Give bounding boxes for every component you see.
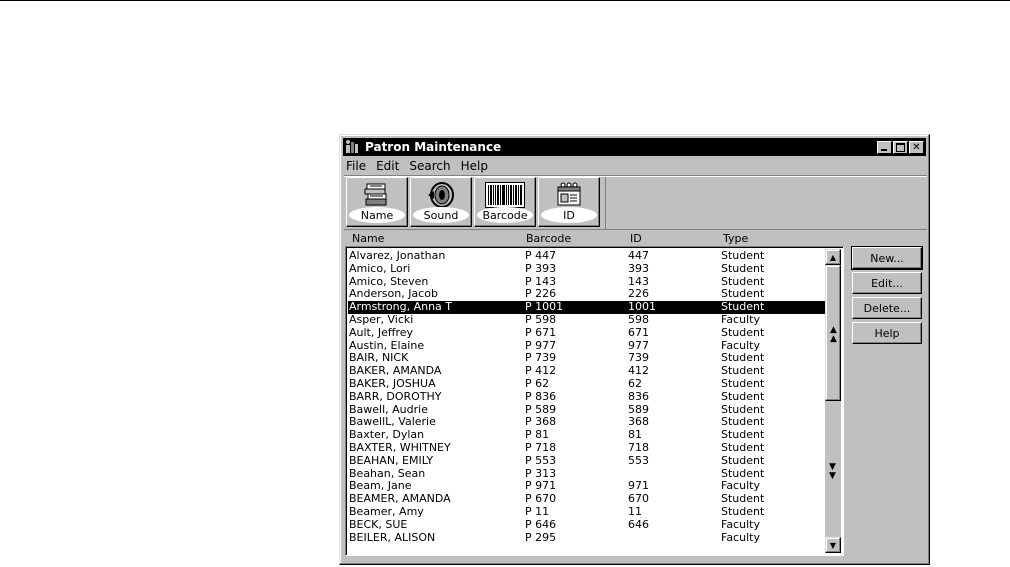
patron-name: BEILER, ALISON — [349, 530, 436, 544]
delete-button[interactable]: Delete... — [852, 297, 922, 319]
patron-type: Student — [721, 325, 765, 339]
patron-barcode: P 739 — [525, 351, 557, 365]
patron-barcode: P 1001 — [525, 300, 564, 314]
patron-id: 739 — [628, 351, 649, 365]
edit-button[interactable]: Edit... — [852, 272, 922, 294]
patron-barcode: P 553 — [525, 453, 557, 467]
toolbar-sound-label: Sound — [423, 208, 459, 222]
patron-name: Beam, Jane — [349, 479, 412, 493]
patron-name: Beahan, Sean — [349, 466, 426, 480]
patron-barcode: P 598 — [525, 312, 557, 326]
patron-barcode: P 670 — [525, 492, 557, 506]
patron-type: Faculty — [721, 517, 760, 531]
patron-id: 368 — [628, 415, 649, 429]
patron-type: Student — [721, 249, 765, 262]
list-item[interactable] — [348, 519, 826, 532]
toolbar-id-button[interactable] — [538, 177, 600, 227]
patron-type: Student — [721, 351, 765, 365]
menu-search[interactable]: Search — [409, 159, 451, 173]
page-down-icon: ▼ ▼ — [829, 462, 836, 481]
menu-help[interactable]: Help — [460, 159, 488, 173]
patron-type: Faculty — [721, 479, 760, 493]
patron-name: Armstrong, Anna T — [349, 300, 452, 314]
patron-name: Ault, Jeffrey — [349, 325, 414, 339]
patron-id: 718 — [628, 440, 649, 454]
patron-id: 62 — [628, 376, 642, 390]
patron-barcode: P 11 — [525, 504, 550, 518]
patron-name: Alvarez, Jonathan — [349, 249, 446, 262]
patron-type: Faculty — [721, 312, 760, 326]
patron-type: Faculty — [721, 530, 760, 544]
patron-type: Student — [721, 402, 765, 416]
window-title: Patron Maintenance — [365, 140, 502, 154]
page-up-icon: ▲ ▲ — [830, 325, 837, 344]
maximize-button[interactable] — [893, 141, 908, 154]
patron-type: Faculty — [721, 338, 760, 352]
list-item[interactable] — [348, 314, 826, 327]
patron-id: 836 — [628, 389, 649, 403]
patron-name: Anderson, Jacob — [349, 287, 438, 301]
patron-barcode: P 62 — [525, 376, 550, 390]
patron-name: Bawell, Audrie — [349, 402, 428, 416]
patron-barcode: P 393 — [525, 261, 557, 275]
patron-name: BawellL, Valerie — [349, 415, 436, 429]
title-bar[interactable] — [343, 138, 926, 156]
patron-name: BAIR, NICK — [349, 351, 409, 365]
patron-id: 598 — [628, 312, 649, 326]
toolbar-barcode-label: Barcode — [482, 208, 528, 222]
minimize-button[interactable] — [877, 141, 892, 154]
patron-maintenance-window — [339, 134, 930, 565]
list-item[interactable] — [348, 250, 826, 263]
patron-type: Student — [721, 492, 765, 506]
patron-name: BAXTER, WHITNEY — [349, 440, 451, 454]
patron-type: Student — [721, 364, 765, 378]
list-item[interactable] — [348, 532, 826, 545]
patron-type: Student — [721, 376, 765, 390]
toolbar — [346, 177, 600, 227]
patron-name: Asper, Vicki — [349, 312, 414, 326]
patron-id: 143 — [628, 274, 649, 288]
patron-name: Amico, Steven — [349, 274, 429, 288]
patron-barcode: P 718 — [525, 440, 557, 454]
patron-type: Student — [721, 440, 765, 454]
patron-type: Student — [721, 428, 765, 442]
toolbar-id-label: ID — [563, 208, 575, 222]
menu-edit[interactable]: Edit — [376, 159, 400, 173]
toolbar-name-label: Name — [360, 208, 394, 222]
patron-id: 553 — [628, 453, 649, 467]
speaker-icon — [411, 181, 471, 209]
scroll-down-button[interactable] — [825, 537, 841, 553]
patron-barcode: P 313 — [525, 466, 557, 480]
patron-id: 412 — [628, 364, 649, 378]
scroll-up-icon: ▲ — [829, 252, 837, 262]
patron-barcode: P 589 — [525, 402, 557, 416]
toolbar-barcode-button[interactable] — [474, 177, 536, 227]
patron-id: 1001 — [628, 300, 656, 314]
patron-id: 81 — [628, 428, 642, 442]
patron-barcode: P 646 — [525, 517, 557, 531]
patron-type: Student — [721, 466, 765, 480]
toolbar-sound-button[interactable] — [410, 177, 472, 227]
scroll-down-icon: ▼ — [829, 540, 837, 550]
patron-barcode: P 368 — [525, 415, 557, 429]
page-top-rule — [0, 0, 1010, 1]
new-button[interactable]: New... — [852, 247, 922, 269]
patron-name: BEAHAN, EMILY — [349, 453, 434, 467]
patron-name: Baxter, Dylan — [349, 428, 425, 442]
patron-id: 971 — [628, 479, 649, 493]
patron-list[interactable] — [345, 246, 844, 556]
list-item[interactable] — [348, 391, 826, 404]
list-item[interactable] — [348, 455, 826, 468]
list-item[interactable] — [348, 327, 826, 340]
vertical-scrollbar[interactable] — [825, 249, 841, 553]
column-header-id[interactable]: ID — [630, 232, 642, 245]
patron-id: 646 — [628, 517, 649, 531]
patron-barcode: P 836 — [525, 389, 557, 403]
patron-name: Beamer, Amy — [349, 504, 424, 518]
column-header-name[interactable]: Name — [352, 232, 385, 245]
patron-type: Student — [721, 389, 765, 403]
patron-barcode: P 81 — [525, 428, 550, 442]
scroll-up-button[interactable] — [825, 249, 841, 265]
list-item[interactable] — [348, 442, 826, 455]
books-icon — [347, 181, 407, 209]
patron-id: 977 — [628, 338, 649, 352]
menu-bar — [346, 157, 498, 175]
close-icon: ✕ — [912, 141, 921, 153]
patron-type: Student — [721, 415, 765, 429]
patron-name: Austin, Elaine — [349, 338, 425, 352]
patron-type: Student — [721, 453, 765, 467]
id-card-icon — [539, 181, 599, 209]
patron-type: Student — [721, 504, 765, 518]
patron-type: Student — [721, 274, 765, 288]
patron-barcode: P 971 — [525, 479, 557, 493]
patron-barcode: P 671 — [525, 325, 557, 339]
patron-id: 670 — [628, 492, 649, 506]
barcode-icon — [475, 181, 535, 209]
menu-file[interactable]: File — [346, 159, 367, 173]
app-icon — [345, 140, 361, 154]
list-item[interactable] — [348, 263, 826, 276]
column-header-type[interactable]: Type — [723, 232, 749, 245]
patron-rows — [348, 250, 826, 544]
patron-name: BECK, SUE — [349, 517, 408, 531]
patron-barcode: P 143 — [525, 274, 557, 288]
list-item[interactable] — [348, 506, 826, 519]
patron-name: Amico, Lori — [349, 261, 411, 275]
toolbar-bottom-divider — [344, 229, 927, 230]
patron-id: 393 — [628, 261, 649, 275]
patron-id: 589 — [628, 402, 649, 416]
patron-barcode: P 295 — [525, 530, 557, 544]
help-button[interactable]: Help — [852, 322, 922, 344]
patron-id: 671 — [628, 325, 649, 339]
patron-barcode: P 412 — [525, 364, 557, 378]
patron-name: BAKER, JOSHUA — [349, 376, 436, 390]
patron-type: Student — [721, 287, 765, 301]
scroll-track[interactable] — [825, 401, 841, 537]
close-button[interactable] — [909, 141, 924, 154]
patron-barcode: P 447 — [525, 249, 557, 262]
patron-type: Student — [721, 300, 765, 314]
patron-name: BARR, DOROTHY — [349, 389, 442, 403]
toolbar-name-button[interactable] — [346, 177, 408, 227]
patron-id: 447 — [628, 249, 649, 262]
patron-id: 226 — [628, 287, 649, 301]
patron-name: BAKER, AMANDA — [349, 364, 442, 378]
column-header-barcode[interactable]: Barcode — [526, 232, 572, 245]
scroll-thumb[interactable] — [825, 265, 841, 401]
toolbar-end-divider — [605, 177, 606, 229]
patron-type: Student — [721, 261, 765, 275]
patron-name: BEAMER, AMANDA — [349, 492, 451, 506]
patron-barcode: P 226 — [525, 287, 557, 301]
patron-id: 11 — [628, 504, 642, 518]
patron-barcode: P 977 — [525, 338, 557, 352]
list-item[interactable] — [348, 378, 826, 391]
